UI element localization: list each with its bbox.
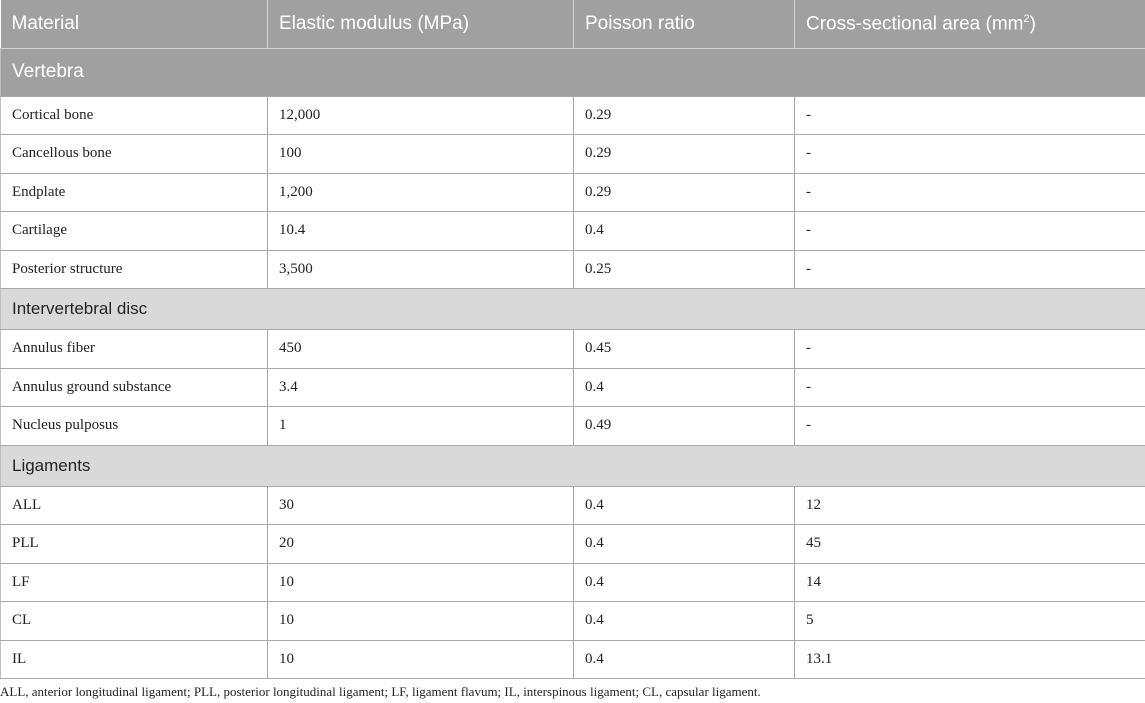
table-row	[1, 173, 1145, 212]
table-header	[1, 0, 1145, 48]
cell-elastic-modulus: 10	[268, 563, 574, 602]
cell-area: -	[795, 368, 1145, 407]
cell-material: PLL	[1, 525, 268, 564]
cell-poisson-ratio: 0.4	[574, 368, 795, 407]
table-row	[1, 602, 1145, 641]
cell-material: Annulus ground substance	[1, 368, 268, 407]
cell-poisson-ratio: 0.25	[574, 250, 795, 289]
cell-area: -	[795, 330, 1145, 369]
cell-material: CL	[1, 602, 268, 641]
table-row	[1, 135, 1145, 174]
cell-area: -	[795, 173, 1145, 212]
header-poisson-ratio: Poisson ratio	[574, 0, 795, 48]
table-row	[1, 486, 1145, 525]
cell-area: -	[795, 135, 1145, 174]
cell-area: 45	[795, 525, 1145, 564]
cell-poisson-ratio: 0.29	[574, 173, 795, 212]
section-row-intervertebral-disc	[1, 289, 1145, 330]
cell-area: -	[795, 250, 1145, 289]
cell-elastic-modulus: 30	[268, 486, 574, 525]
cell-poisson-ratio: 0.4	[574, 486, 795, 525]
cell-poisson-ratio: 0.45	[574, 330, 795, 369]
header-area-superscript: 2	[1023, 12, 1030, 25]
table-footnote: ALL, anterior longitudinal ligament; PLL, posterior longitudinal ligament; LF, ligament flavum; IL, interspinous ligament; CL, capsular ligament.	[0, 684, 761, 699]
header-cross-sectional-area	[795, 0, 1145, 48]
cell-elastic-modulus: 3.4	[268, 368, 574, 407]
cell-area: 5	[795, 602, 1145, 641]
cell-poisson-ratio: 0.4	[574, 212, 795, 251]
cell-elastic-modulus: 10.4	[268, 212, 574, 251]
cell-material: Endplate	[1, 173, 268, 212]
section-title: Intervertebral disc	[1, 289, 1145, 330]
section-row-vertebra	[1, 48, 1145, 96]
cell-poisson-ratio: 0.49	[574, 407, 795, 446]
section-title: Vertebra	[1, 48, 1145, 96]
cell-elastic-modulus: 3,500	[268, 250, 574, 289]
cell-elastic-modulus: 20	[268, 525, 574, 564]
cell-material: Cancellous bone	[1, 135, 268, 174]
table-row	[1, 640, 1145, 679]
table-row	[1, 563, 1145, 602]
cell-material: Cortical bone	[1, 96, 268, 135]
cell-elastic-modulus: 12,000	[268, 96, 574, 135]
cell-material: Nucleus pulposus	[1, 407, 268, 446]
table-row	[1, 96, 1145, 135]
cell-elastic-modulus: 1,200	[268, 173, 574, 212]
cell-material: LF	[1, 563, 268, 602]
table-row	[1, 407, 1145, 446]
cell-area: -	[795, 212, 1145, 251]
cell-area: 12	[795, 486, 1145, 525]
table-body	[1, 48, 1145, 679]
header-area-close: )	[1029, 12, 1036, 34]
cell-poisson-ratio: 0.4	[574, 640, 795, 679]
cell-area: 14	[795, 563, 1145, 602]
cell-elastic-modulus: 450	[268, 330, 574, 369]
cell-material: Annulus fiber	[1, 330, 268, 369]
table-row	[1, 368, 1145, 407]
table-row	[1, 330, 1145, 369]
header-material: Material	[1, 0, 268, 48]
section-row-ligaments	[1, 445, 1145, 486]
cell-material: IL	[1, 640, 268, 679]
header-area-text: Cross-sectional area (mm	[806, 12, 1024, 34]
table-row	[1, 250, 1145, 289]
header-row	[1, 0, 1145, 48]
cell-poisson-ratio: 0.4	[574, 563, 795, 602]
cell-poisson-ratio: 0.4	[574, 602, 795, 641]
cell-poisson-ratio: 0.29	[574, 96, 795, 135]
cell-poisson-ratio: 0.4	[574, 525, 795, 564]
cell-material: Posterior structure	[1, 250, 268, 289]
cell-area: -	[795, 96, 1145, 135]
table-row	[1, 525, 1145, 564]
cell-elastic-modulus: 100	[268, 135, 574, 174]
cell-area: -	[795, 407, 1145, 446]
section-title: Ligaments	[1, 445, 1145, 486]
cell-poisson-ratio: 0.29	[574, 135, 795, 174]
table-row	[1, 212, 1145, 251]
cell-elastic-modulus: 10	[268, 602, 574, 641]
cell-material: Cartilage	[1, 212, 268, 251]
header-elastic-modulus: Elastic modulus (MPa)	[268, 0, 574, 48]
cell-elastic-modulus: 1	[268, 407, 574, 446]
cell-elastic-modulus: 10	[268, 640, 574, 679]
cell-material: ALL	[1, 486, 268, 525]
cell-area: 13.1	[795, 640, 1145, 679]
